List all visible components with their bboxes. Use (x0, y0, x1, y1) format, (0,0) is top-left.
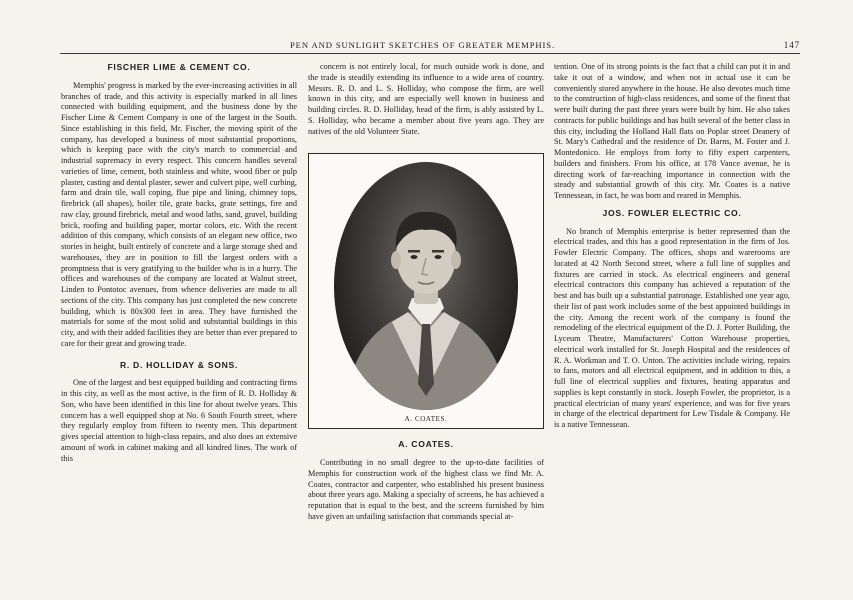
column-left (61, 62, 297, 464)
running-head (60, 38, 800, 54)
portrait-caption: A. COATES. (404, 414, 448, 423)
portrait-frame (308, 153, 544, 429)
paragraph-holliday-sons: One of the largest and best equipped building and contracting firms in this city, as well as the most active, is the firm of R. D. Holliday & Son, who have been identified in this line for about twelve years. This concern has a well equipped shop at No. 6 South Fourth street, where they regularly employ from fifteen to twenty men. This department gives special attention to high-class repairs, and also does an extensive amount of work in cabinet making and all kindred lines. The work of this (61, 378, 297, 463)
paragraph-coates: Contributing in no small degree to the up-to-date facilities of Memphis for construction work of the highest class we find Mr. A. Coates, contractor and carpenter, who established his present business about three years ago. Making a specialty of screens, he has achieved a reputation that is equal to the best, and the screens furnished by him have given an unfailing satisfaction that commands special at- (308, 458, 544, 521)
header-rule (60, 53, 800, 54)
heading-fischer-lime: FISCHER LIME & CEMENT CO. (107, 62, 251, 72)
running-title: PEN AND SUNLIGHT SKETCHES OF GREATER MEMPHIS. (290, 40, 555, 50)
paragraph-coates-continued: tention. One of its strong points is the fact that a child can put it in and take it out of a window, and when not in actual use it can be conveniently stored anywhere in the house. He also devotes much time to the construction of high-class residences, and some of the finest that were built during the past three years were built by him. He also takes contracts for public buildings and has built several of the better class in this city, including the Holland Hall flats on Poplar street Deanery of St. Mary's Cathedral and the residence of Dr. Barns, M. Foster and J. Montedonico. He employs from forty to fifty expert carpenters, builders and finishers. From his office, at 178 Vance avenue, he is directing work of far-reaching importance in connection with the steady and substantial growth of this city. Mr. Coates is a native Tennessean, in fact, he was born and reared in Memphis. (554, 62, 790, 200)
portrait-figure (334, 162, 518, 410)
paragraph-holliday-continued: concern is not entirely local, for much outside work is done, and the trade is steadily extending its influence to a wide area of country. Messrs. R. D. and L. S. Holliday, who compose the firm, are well known in this city, and are especially well known in business and building circles. R. D. Holliday, head of the firm, is ably assisted by L. S. Holliday, who became a member about five years ago. They are natives of the old Volunteer State. (308, 62, 544, 136)
page-number: 147 (783, 40, 800, 50)
paragraph-fowler-electric: No branch of Memphis enterprise is better represented than the electrical trades, and this has a good representation in the firm of Jos. Fowler Electric Company. The offices, shops and warerooms are located at 42 North Second street, where a full line of supplies and fixtures are carried in stock. As electrical engineers and general electrical contractors this company has achieved a reputation of the best and has built up a substantial patronage. Established one year ago, their list of past work includes some of the best appointed buildings in the city. Among the recent work of the company is found the remodeling of the electrical equipment of the D. J. Porter Building, the Lyceum Theatre, Manufacturers' Cotton Warehouse properties, electrical work installed for St. Joseph Hospital and the residences of R. A. Workman and T. O. Unton. The activities include wiring, repairs to fans, motors and all electrical equipment, and in addition to this, a full line of electrical supplies and fixtures, heating apparatus and supplies is kept constantly in stock. Joseph Fowler, the proprietor, is a practical electrician of many years' experience, and was for five years in charge of the electrical department for Lew Tisdale & Company. He is a native Tennessean. (554, 226, 790, 429)
heading-coates: A. COATES. (398, 439, 454, 450)
paragraph-fischer-lime: Memphis' progress is marked by the ever-increasing activities in all branches of trade, and this activity is especially marked in all lines connected with building equipment, and the business done by the Fischer Lime & Cement Company is one of the largest in the South. Since establishing in this field, Mr. Fischer, the moving spirit of the company, has developed a business of most substantial proportions, which is keeping pace with the city's march to commercial and industrial supremacy in every respect. This concern handles several varieties of lime, cement, both stainless and white, wood fiber or pulp plaster, casting and dental plaster, sewer and culvert pipe, well curbing, farm and drain tile, wall coping, flue pipe and lining, chimney tops, firebrick (all shapes), boiler tile, grate backs, grate settings, fire and raw clay, ground firebrick, metal and wood laths, sand, gravel, building brick, roofing and building paper, mortar colors, etc. With the recent addition of this company, which consists of an elegant new office, two stories in height, built entirely of concrete and a large storage shed and warehouses, they are in position to fill the largest orders with a promptness that is very gratifying to the builder who is in a hurry. The offices and warehouses of the company are located at Walnut street, Linden to Pontotoc avenues, from whence deliveries are made to all sections of the city. This company has just completed the new concrete building, which is 80x300 feet in area. They have furnished the materials for some of the most solid and substantial buildings in this city, and with their added facilities they are better than ever prepared to care for their great and growing trade. (61, 80, 297, 348)
heading-fowler-electric: JOS. FOWLER ELECTRIC CO. (602, 207, 742, 218)
column-right (554, 62, 790, 431)
heading-holliday-sons: R. D. HOLLIDAY & SONS. (119, 359, 239, 370)
column-middle (308, 62, 544, 523)
portrait-photo (334, 162, 518, 410)
